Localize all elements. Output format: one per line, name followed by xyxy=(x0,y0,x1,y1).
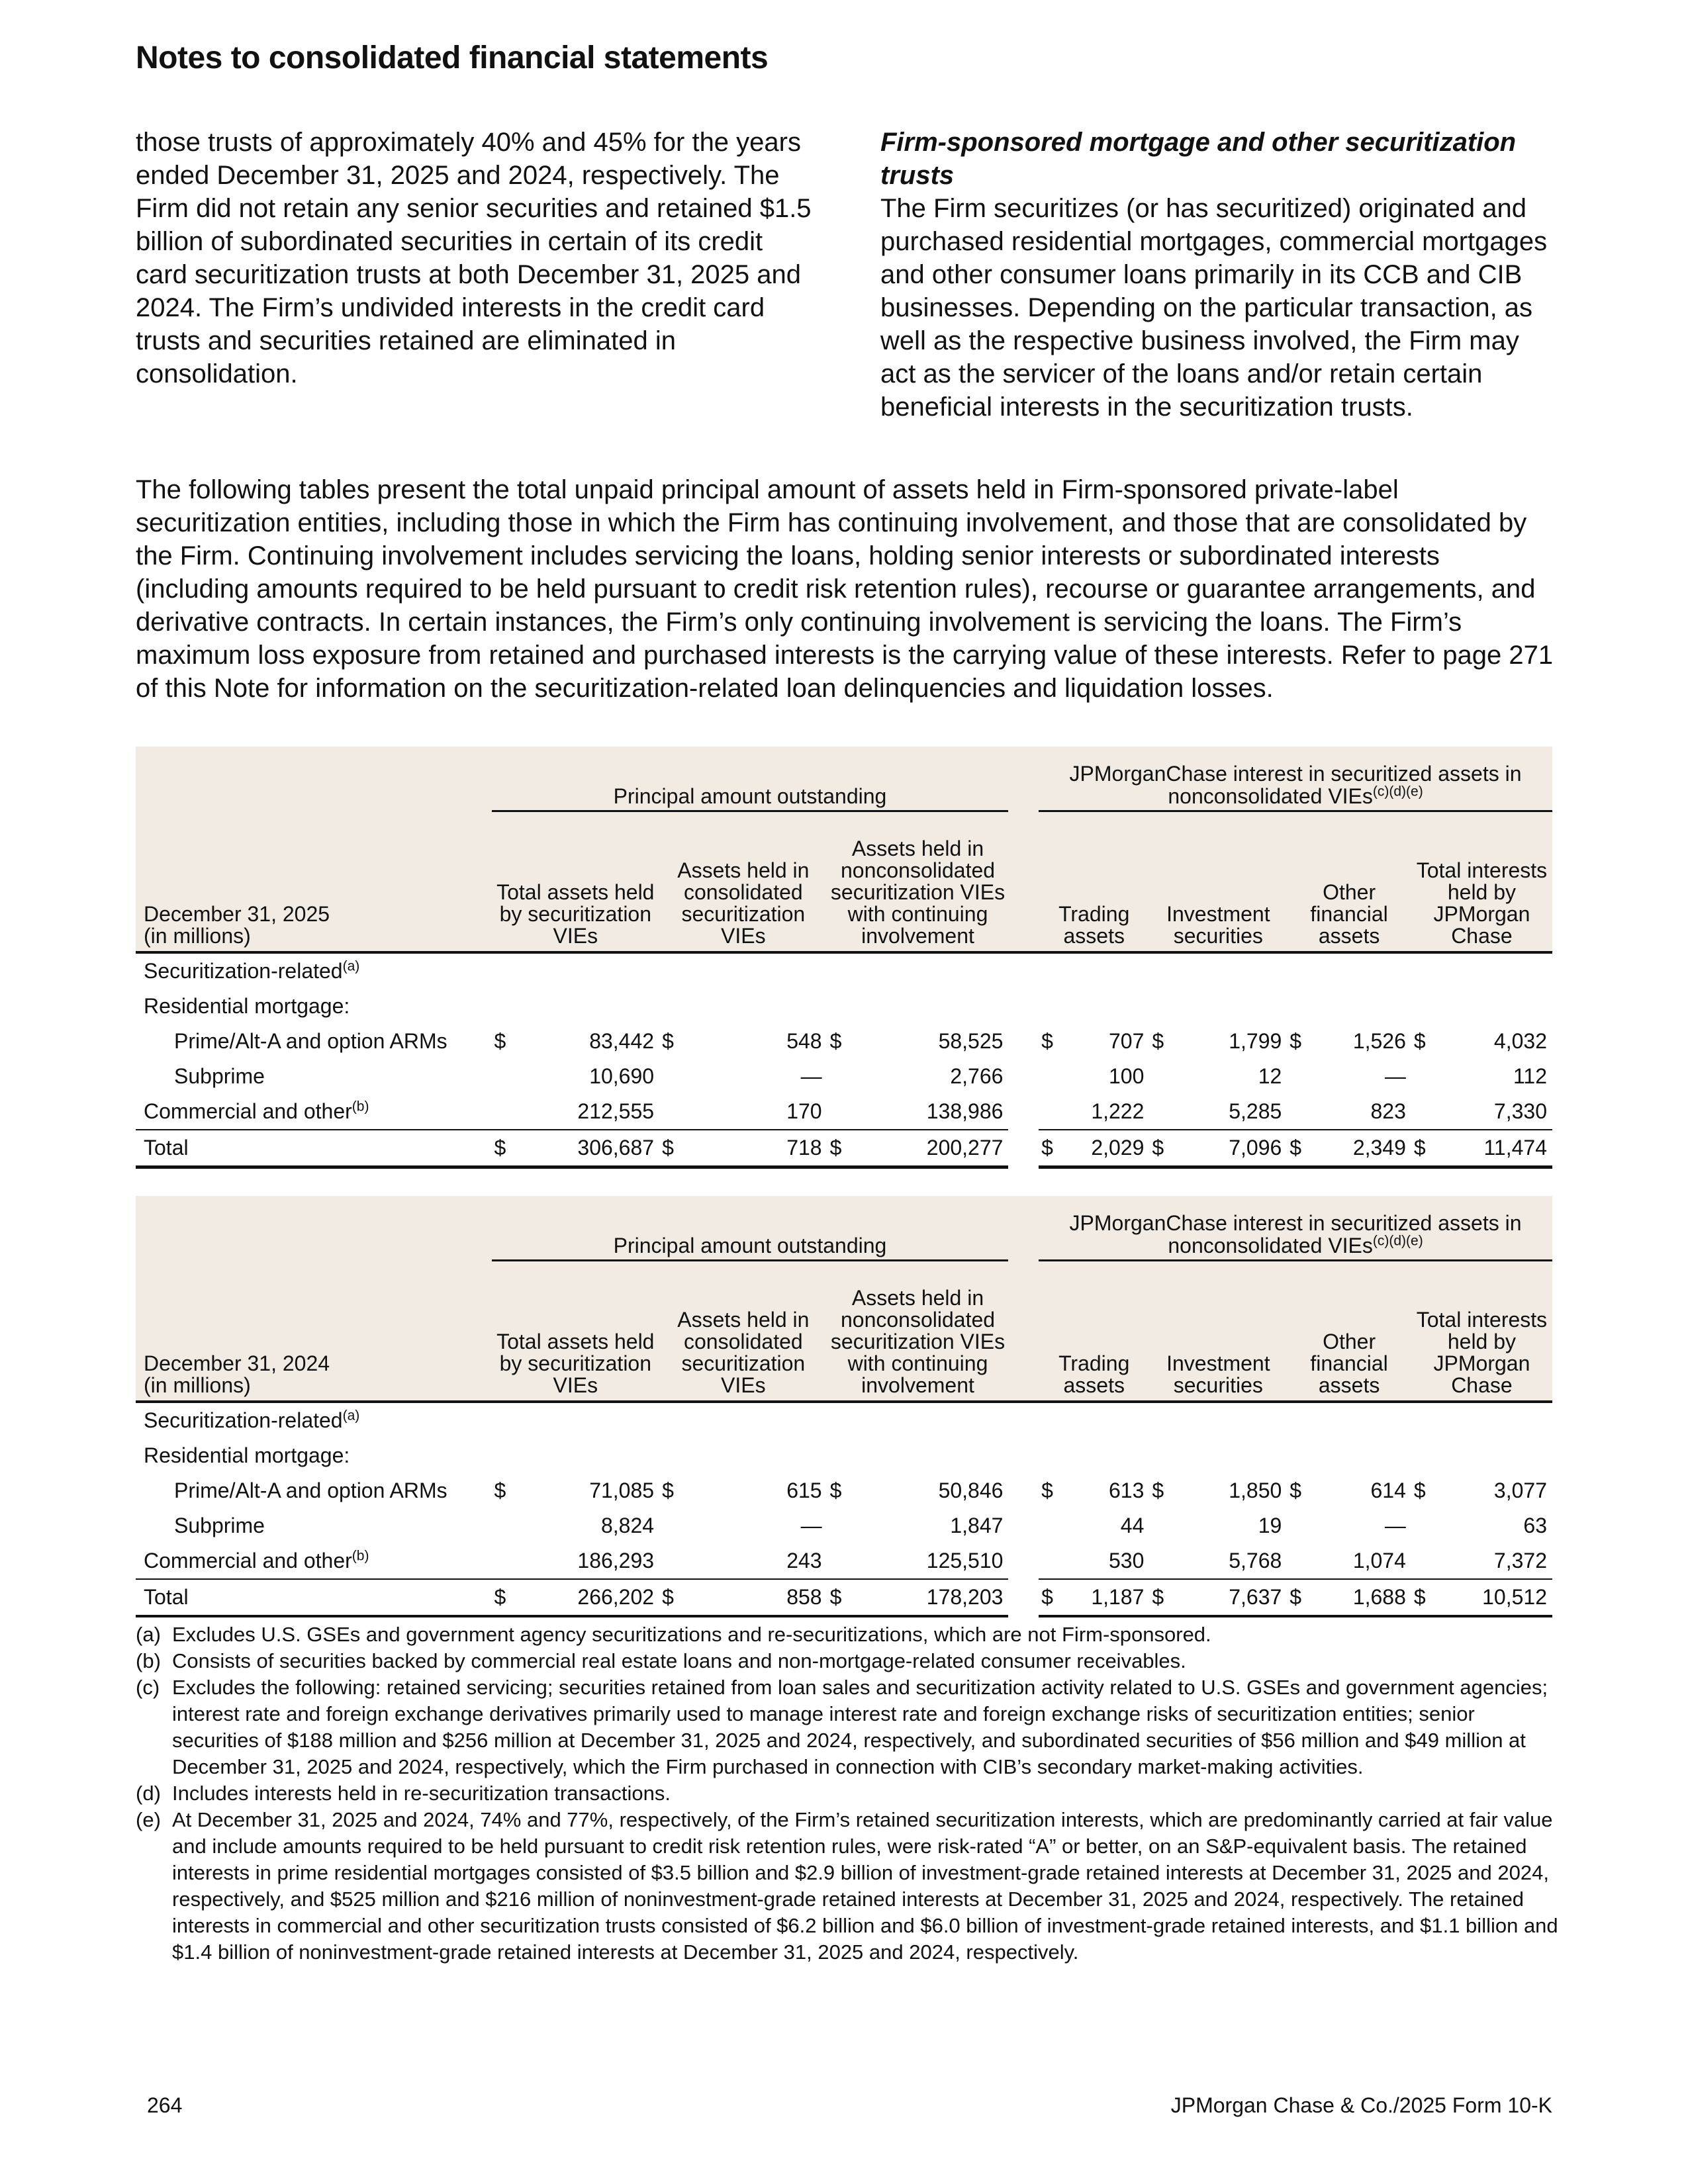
table-row: Commercial and other$^{(b)}$ 186,293 243 125,510 530 5,768 1,074 7,372 xyxy=(144,1548,1547,1572)
page-number: 264 xyxy=(147,2093,183,2117)
section-subheading: Firm-sponsored mortgage and other securitization trusts xyxy=(880,128,1517,190)
footnote: (e) At December 31, 2025 and 2024, 74% and 77%, respectively, of the Firm’s retained securitization interests, which are predominantly carried at fair value and include amounts required to be held pursuant to credit risk retention rules, were risk-rated “A” or better, on an S&P-equivalent basis. The retained interests in prime residential mortgages consisted of $3.5 billion and $2.9 billion of investment-grade retained interests at December 31, 2025 and 2024, respectively, and $525 million and $216 million of noninvestment-grade retained interests at December 31, 2025 and 2024, respectively. The retained interests in commercial and other securitization trusts consisted of $6.2 billion and $6.0 billion of investment-grade retained interests, and $1.1 billion and $1.4 billion of noninvestment-grade retained interests at December 31, 2025 and 2024, respectively. xyxy=(136,1808,1558,1964)
footer-title: JPMorgan Chase & Co./2025 Form 10-K xyxy=(1170,2093,1552,2117)
footnote: (d) Includes interests held in re-securitization transactions. xyxy=(136,1782,671,1805)
group-principal-header: Principal amount outstanding xyxy=(492,1196,1009,1261)
intro-paragraph: The following tables present the total unpaid principal amount of assets held in Firm-sponsored private-label securitization entities, including those in which the Firm has continuing involvement, and those that are consolidated by the Firm. Continuing involvement includes servicing the loans, holding senior interests or subordinated interests (including amounts required to be held pursuant to credit risk retention rules), recourse or guarantee arrangements, and derivative contracts. In certain instances, the Firm’s only continuing involvement is servicing the loans. The Firm’s maximum loss exposure from retained and purchased interests is the carrying value of these interests. Refer to page 271 of this Note for information on the securitization-related loan delinquencies and liquidation losses. xyxy=(136,475,1554,703)
col-trading: Trading assets xyxy=(1039,811,1149,953)
footnote: (b) Consists of securities backed by commercial real estate loans and non-mortgage-related consumer receivables. xyxy=(136,1649,1186,1672)
section-label: Securitization-related$^{(a)}$ xyxy=(144,1408,360,1432)
table-row: Prime/Alt-A and option ARMs $ 71,085 $ 615 $ 50,846 $ 613 $ 1,850 $ 614 $ 3,077 xyxy=(174,1479,1547,1502)
col-other-financial: Other financial assets xyxy=(1287,811,1411,953)
table-date-header: December 31, 2024 (in millions) xyxy=(136,1261,492,1402)
col-trading: Trading assets xyxy=(1039,1261,1149,1402)
col-investment: Investment securities xyxy=(1149,1261,1287,1402)
col-total-interests: Total interests held by JPMorgan Chase xyxy=(1411,1261,1552,1402)
col-total-assets: Total assets held by securitization VIEs xyxy=(492,1261,660,1402)
col-nonconsolidated: Assets held in nonconsolidated securitization VIEs with continuing involvement xyxy=(827,1261,1009,1402)
footnote: (a) Excludes U.S. GSEs and government agency securitizations and re-securitizations, which are not Firm-sponsored. xyxy=(136,1623,1211,1646)
page-heading: Notes to consolidated financial statements xyxy=(136,40,769,75)
footnotes xyxy=(136,1621,1559,1966)
residential-label: Residential mortgage: xyxy=(144,1443,350,1467)
total-row: Total $ 266,202 $ 858 $ 178,203 $ 1,187 $ 7,637 $ 1,688 $ 10,512 xyxy=(136,1579,1552,1616)
securitization-table-2024 xyxy=(136,1196,1552,1617)
section-label: Securitization-related$^{(a)}$ xyxy=(144,958,360,983)
col-nonconsolidated: Assets held in nonconsolidated securitization VIEs with continuing involvement xyxy=(827,811,1009,953)
total-row: Total $ 306,687 $ 718 $ 200,277 $ 2,029 $ 7,096 $ 2,349 $ 11,474 xyxy=(136,1130,1552,1167)
col-consolidated: Assets held in consolidated securitization VIEs xyxy=(659,1261,827,1402)
group-interest-header: JPMorganChase interest in securitized assets in nonconsolidated VIEs$^{(c)(d)(e)}$ xyxy=(1039,1196,1552,1261)
col-total-interests: Total interests held by JPMorgan Chase xyxy=(1411,811,1552,953)
left-column xyxy=(136,126,818,390)
table-row: Prime/Alt-A and option ARMs $ 83,442 $ 548 $ 58,525 $ 707 $ 1,799 $ 1,526 $ 4,032 xyxy=(174,1029,1547,1053)
table-row: Subprime 8,824 — 1,847 44 19 — 63 xyxy=(174,1514,1547,1537)
securitization-table-2025 xyxy=(136,747,1552,1169)
table-date-header: December 31, 2025 (in millions) xyxy=(136,811,492,953)
right-column-text: The Firm securitizes (or has securitized) originated and purchased residential mortgages, commercial mortgages and other consumer loans primarily in its CCB and CIB businesses. Depending on the particular transaction, as well as the respective business involved, the Firm may act as the servicer of the loans and/or retain certain beneficial interests in the securitization trusts. xyxy=(880,194,1548,422)
col-investment: Investment securities xyxy=(1149,811,1287,953)
col-other-financial: Other financial assets xyxy=(1287,1261,1411,1402)
residential-label: Residential mortgage: xyxy=(144,994,350,1018)
col-total-assets: Total assets held by securitization VIEs xyxy=(492,811,660,953)
right-column xyxy=(880,126,1556,424)
group-interest-header: JPMorganChase interest in securitized assets in nonconsolidated VIEs$^{(c)(d)(e)}$ xyxy=(1039,747,1552,811)
group-principal-header: Principal amount outstanding xyxy=(492,747,1009,811)
col-consolidated: Assets held in consolidated securitization VIEs xyxy=(659,811,827,953)
footnote: (c) Excludes the following: retained servicing; securities retained from loan sales and securitization activity related to U.S. GSEs and government agencies; interest rate and foreign exchange derivatives primarily used to manage interest rate and foreign exchange risks of securitization entities; senior securities of $188 million and $256 million at December 31, 2025 and 2024, respectively, and subordinated securities of $56 million and $49 million at December 31, 2025 and 2024, respectively, which the Firm purchased in connection with CIB’s secondary market-making activities. xyxy=(136,1676,1548,1778)
left-column-text: those trusts of approximately 40% and 45% for the years ended December 31, 2025 and 2024, respectively. The Firm did not retain any senior securities and retained $1.5 billion of subordinated securities in certain of its credit card securitization trusts at both December 31, 2025 and 2024. The Firm’s undivided interests in the credit card trusts and securities retained are eliminated in consolidation. xyxy=(136,128,812,388)
table-row: Commercial and other$^{(b)}$ 212,555 170 138,986 1,222 5,285 823 7,330 xyxy=(144,1099,1547,1123)
table-row: Subprime 10,690 — 2,766 100 12 — 112 xyxy=(174,1064,1547,1088)
